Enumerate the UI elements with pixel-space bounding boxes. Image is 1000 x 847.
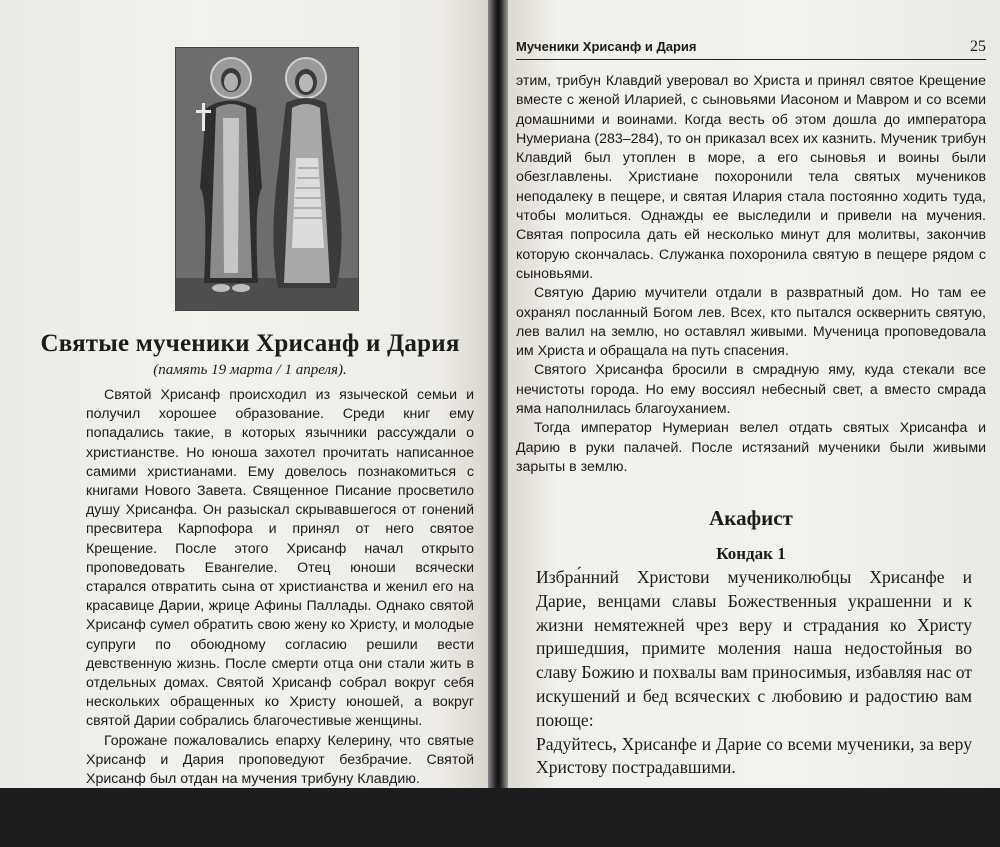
memory-date: (память 19 марта / 1 апреля). xyxy=(153,362,347,378)
book-gutter xyxy=(488,0,508,788)
running-title: Мученики Хрисанф и Дария xyxy=(516,39,697,54)
kontakion-text xyxy=(536,566,972,780)
life-paragraph: Святой Хрисанф происходил из языческой семьи и получил хорошее образование. Среди книг ему попадались такие, в которых язычники рассуждали о христианстве. Но юноша захотел прочитать написанное самими христианами. Ему довелось познакомиться с книгами Нового Завета. Священное Писание просветило душу Хрисанфа. Он разыскал скрывавшегося от гонений пресвитера Карпофора и принял от него святое Крещение. После этого Хрисанф начал открыто проповедовать Евангелие. Отец юноши всячески старался отвратить сына от христианства и женил его на красавице Дарии, жрице Афины Паллады. Однако святой Хрисанф сумел обратить свою жену ко Христу, и молодые супруги по обоюдному согласию решили вести девственную жизнь. После смерти отца они стали жить в отдельных домах. Святой Хрисанф собрал вокруг себя нескольких обращенных ко Христу юношей, а вокруг святой Дарии собрались благочестивые женщины. xyxy=(86,387,474,730)
saints-icon-image xyxy=(175,47,359,311)
life-paragraph: Святую Дарию мучители отдали в развратный дом. Но там ее охранял посланный Богом лев. Всех, кто пытался осквернить святую, лев валил на землю, но оставлял живыми. Мученица проповедовала им Христа и обращала на путь спасения. xyxy=(516,285,986,360)
kontakion-refrain: Радуйтесь, Хрисанфе и Дарие со всеми мученики, за веру Христову пострадавшими. xyxy=(536,733,972,778)
life-continuation-text xyxy=(516,72,986,477)
running-head xyxy=(516,38,986,60)
saints-icon-drawing xyxy=(176,48,358,310)
life-paragraph: Тогда император Нумериан велел отдать святых Хрисанфа и Дарию в руки палачей. После истязаний мученики были живыми зарыты в землю. xyxy=(516,420,986,475)
page-number: 25 xyxy=(970,38,986,55)
kontakion-body: Избра́нний Христови мучениколюбцы Хрисанфе и Дарие, венцами славы Божественныя украшенни и к жизни немятежней чрез веру и страдания ко Христу пришедшия, примите моления наша недостойныя во славу Божию и похвалы вам приносимыя, избавляя нас от искушений и бед всяческих с любовию и радостию вам поюще: xyxy=(536,567,972,730)
saints-title: Святые мученики Хрисанф и Дария xyxy=(40,330,460,357)
kontakion-heading: Кондак 1 xyxy=(716,544,786,563)
life-paragraph: Горожане пожаловались епарху Келерину, что святые Хрисанф и Дария проповедуют безбрачие. Святой Хрисанф был отдан на мучения трибуну Клавдию. xyxy=(86,732,474,788)
life-paragraph: Однако пытки не смогли поколебать мужество молодого мученика, ибо сила Божия явно помогала ему. Пораженный xyxy=(86,790,474,845)
akathist-heading: Акафист xyxy=(709,506,793,530)
life-paragraph: Святого Хрисанфа бросили в смрадную яму, куда стекали все нечистоты города. Но ему воссиял небесный свет, а вместо смрада яма наполнилась благоуханием. xyxy=(516,362,986,418)
continuation-paragraph: этим, трибун Клавдий уверовал во Христа и принял святое Крещение вместе с женой Иларией, с сыновьями Иасоном и Мавром и со всеми домашними и воинами. Когда весть об этом дошла до императора Нумериана (283–284), то он приказал всех их казнить. Мученик трибун Клавдий был утоплен в море, а его сыновья и воины были обезглавлены. Христиане похоронили тела святых мучеников неподалеку в пещере, и святая Илария стала постоянно ходить туда, чтобы молиться. Однажды ее выследили и привели на мучения. Святая попросила дать ей несколько минут для молитвы, закончив которую скончалась. Служанка похоронила святую в пещере рядом с сыновьями. xyxy=(516,73,986,282)
life-text xyxy=(86,386,474,847)
